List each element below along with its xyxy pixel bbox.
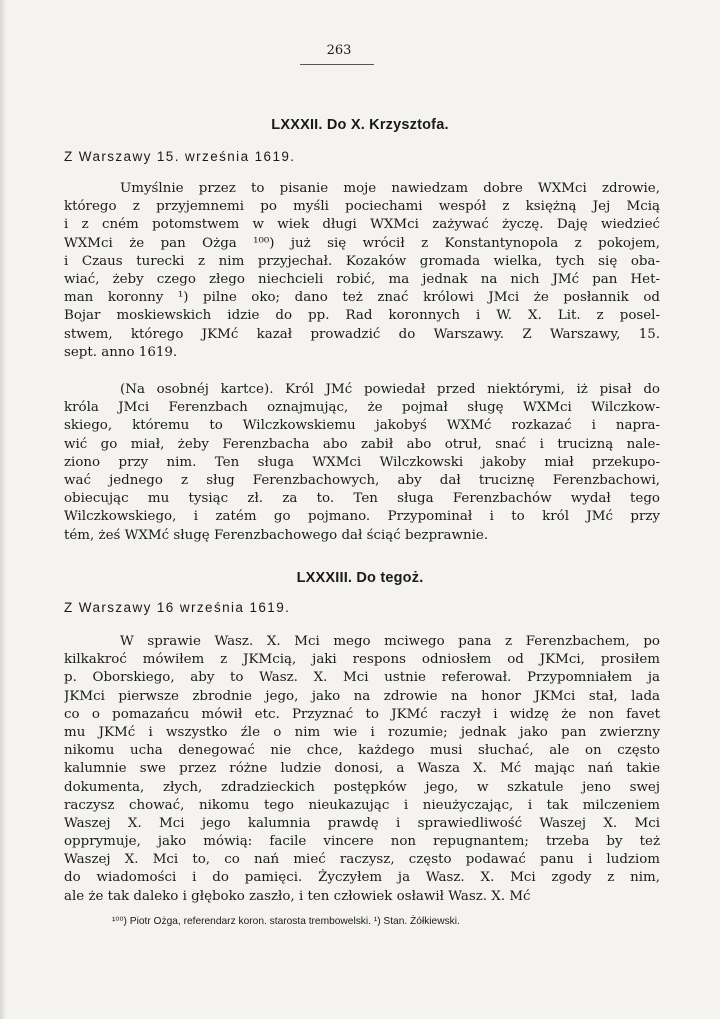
text-line: i Czaus turecki z nim przyjechał. Kozaków gromada wielka, tych się oba- (64, 253, 660, 269)
letter2-paragraph1 (64, 633, 660, 906)
text-line: opprymuje, jako mówią: facile vincere non repugnantem; trzeba by też (64, 834, 660, 850)
text-line: stwem, którego JKMć kazał prowadzić do Warszawy. Z Warszawy, 15. (64, 326, 660, 342)
letter1-dateline: Z Warszawy 15. września 1619. (64, 149, 296, 164)
text-line: wać jednego z sług Ferenzbachowych, aby dał truciznę Ferenzbachowi, (64, 472, 660, 488)
text-line: kilkakroć mówiłem z JKMcią, jaki respons odniosłem od JKMci, prosiłem (64, 652, 660, 668)
letter1-paragraph1 (64, 180, 660, 362)
letter2-heading: LXXXIII. Do tegoż. (296, 570, 424, 586)
text-line: dokumenta, złych, zdradzieckich postępków jego, w szkatule jeno swej (64, 779, 660, 795)
text-line: co o pomazańcu mówił etc. Przyznać to JKMć raczył i widzę że non favet (64, 706, 660, 722)
text-line: ale że tak daleko i głęboko zaszło, i ten człowiek osławił Wasz. X. Mć (64, 888, 531, 904)
text-line: JKMci pierwsze zbrodnie jego, jako na zdrowie na honor JKMci stał, lada (64, 688, 660, 704)
text-line: WXMci że pan Ożga ¹⁰⁰) już się wrócił z Konstantynopola z pokojem, (64, 235, 660, 251)
text-line: Waszej X. Mci jego kalumnia prawdę i sprawiedliwość Waszej X. Mci (64, 815, 660, 831)
text-line: (Na osobnéj kartce). Król JMć powiedał przed niektórymi, iż pisał do (120, 382, 660, 397)
binding-shadow (0, 0, 6, 1019)
text-line: mu JKMć i wszystko źle o nim wie i rozumie; jednak jako pan zwierzny (64, 724, 660, 740)
text-line: króla JMci Ferenzbach oznajmując, że pojmał sługę WXMci Wilczkow- (64, 400, 660, 416)
text-line: wić go miał, żeby Ferenzbacha abo zabił abo otruł, snać i trucizną nale- (64, 436, 660, 452)
text-line: do wiadomości i do pamięci. Życzyłem ja Wasz. X. Mci zgody z nim, (64, 870, 660, 886)
text-line: nikomu ucha denegować nie chce, każdego musi słuchać, ale on często (64, 743, 660, 759)
text-line: Waszej X. Mci to, co nań mieć raczysz, często podawać panu i ludziom (64, 852, 660, 868)
text-line: skiego, któremu to Wilczkowskiemu jakobyś WXMć rozkazać i napra- (64, 418, 660, 434)
text-line: man koronny ¹) pilne oko; dano też znać królowi JMci że posłannik od (64, 290, 660, 306)
letter2-dateline: Z Warszawy 16 września 1619. (64, 600, 291, 615)
letter1-paragraph2 (64, 381, 660, 545)
text-line: ziono przy nim. Ten sługa WXMci Wilczkowski jakoby miał przekupo- (64, 454, 660, 470)
text-line: p. Oborskiego, aby to Wasz. X. Mci ustnie referował. Przypomniałem ja (64, 670, 660, 686)
letter1-heading: LXXXII. Do X. Krzysztofa. (271, 117, 449, 133)
text-line: kalumnie swe przez różne ludzie donosi, a Wasza X. Mć mając nań takie (64, 761, 660, 777)
text-line: tém, żeś WXMć sługę Ferenzbachowego dał ściąć bezprawnie. (64, 527, 489, 543)
text-line: Bojar moskiewskich idzie do pp. Rad koronnych i W. X. Lit. z posel- (64, 308, 660, 324)
text-line: W sprawie Wasz. X. Mci mego mciwego pana z Ferenzbachem, po (120, 634, 660, 649)
text-line: obiecując mu tysiąc zł. za to. Ten sługa Ferenzbachów wydał tego (64, 491, 660, 507)
text-line: sept. anno 1619. (64, 344, 178, 360)
page-number-rule (300, 64, 374, 65)
text-line: którego z przyjemnemi po myśli pociechami wespół z księżną Jej Mcią (64, 199, 660, 215)
text-line: Umyślnie przez to pisanie moje nawiedzam dobre WXMci zdrowie, (120, 181, 660, 196)
footnote: ¹⁰⁰) Piotr Ożga, referendarz koron. starosta trembowelski. ¹) Stan. Żółkiewski. (112, 916, 460, 927)
text-line: i z cném potomstwem w wiek długi WXMci zażywać życzę. Daję wiedzieć (64, 217, 660, 233)
text-line: raczysz chować, nikomu tego nieukazując i nieużyczając, i tak milczeniem (64, 797, 660, 813)
text-line: wiać, żeby czego złego niechcieli robić, ma jednak na nich JMć pan Het- (64, 271, 660, 287)
page-number: 263 (326, 43, 352, 58)
text-line: Wilczkowskiego, i zatém go pojmano. Przypominał i to król JMć przy (64, 509, 660, 525)
